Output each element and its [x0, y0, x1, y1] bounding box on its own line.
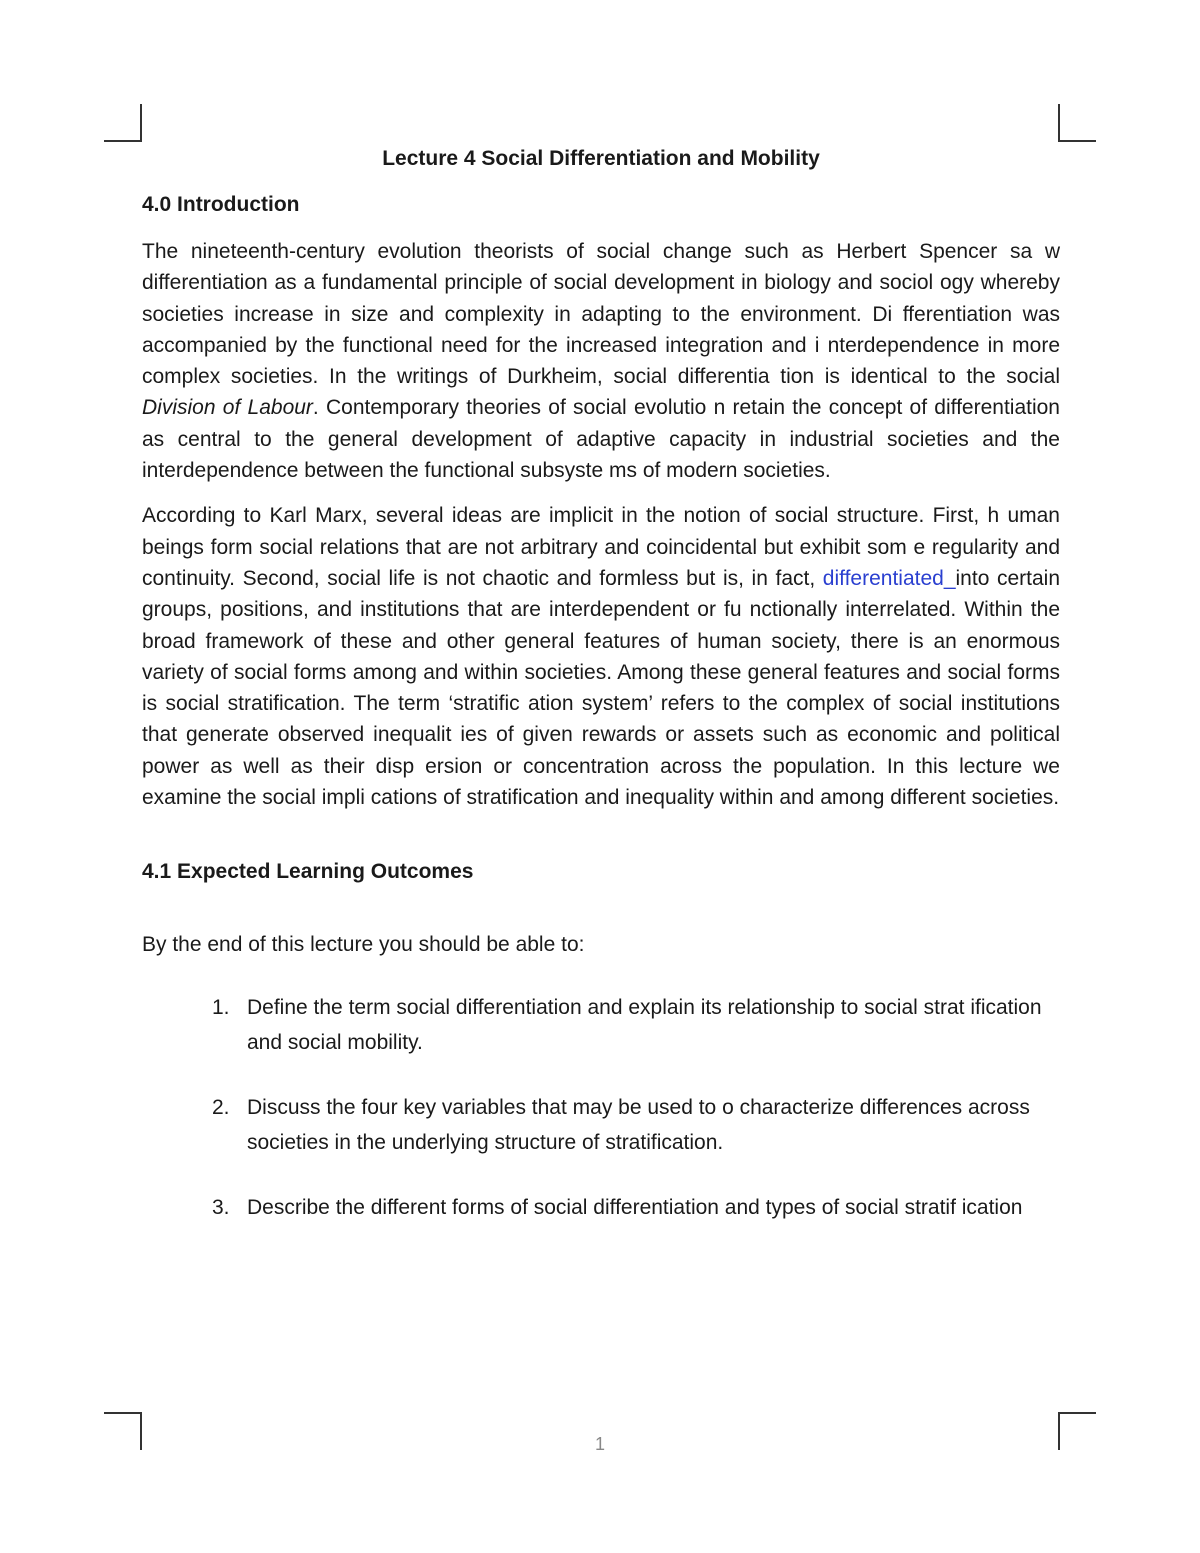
section-heading-learning-outcomes: 4.1 Expected Learning Outcomes: [142, 860, 474, 884]
list-item: [142, 1090, 1060, 1160]
list-item-number: 1.: [212, 996, 230, 1020]
page-number: 1: [594, 1434, 605, 1454]
differentiated-link-underscore: _: [943, 566, 956, 590]
section-heading-introduction: 4.0 Introduction: [142, 193, 300, 216]
list-item: [142, 990, 1060, 1060]
division-of-labour-term: Division of Labour: [142, 396, 313, 420]
learning-outcomes-list: [142, 990, 1060, 1225]
list-item-text: Discuss the four key variables that may be used to o characterize differences across societies in the underlying structure of stratification.: [247, 1096, 1030, 1155]
intro-p2-text-end: into certain groups, positions, and institutions that are interdependent or fu nctionally interrelated. Within the broad framework of these and other general features of human society, there is an enormous variety of social forms among and within societies. Among these general features and social forms is social stratification. The term ‘stratific ation system’ refers to the complex of social institutions that generate observed inequalit ies of given rewards or assets such as economic and political power as well as their disp ersion or concentration across the population. In this lecture we examine the social impli cations of stratification and inequality within and among different societies.: [142, 566, 1060, 810]
intro-paragraph-2: [142, 500, 1060, 813]
intro-p1-text-end: . Contemporary theories of social evolutio n retain the concept of differentiation as central to the general development of adaptive capacity in industrial societies and the interdependence between the functional subsyste ms of modern societies.: [142, 396, 1060, 483]
outcomes-lead-in: By the end of this lecture you should be able to:: [142, 933, 585, 957]
crop-mark-top-right: [1058, 104, 1096, 142]
differentiated-link[interactable]: differentiated: [822, 566, 944, 590]
list-item-number: 3.: [212, 1196, 230, 1220]
list-item-text: Define the term social differentiation and explain its relationship to social strat ification and social mobility.: [247, 996, 1042, 1055]
document-title: Lecture 4 Social Differentiation and Mobility: [382, 147, 820, 170]
crop-mark-top-left: [104, 104, 142, 142]
intro-p2-text-start: According to Karl Marx, several ideas are implicit in the notion of social structure. First, h uman beings form social relations that are not arbitrary and coincidental but exhibit som e regularity and continuity. Second, social life is not chaotic and formless but is, in fact,: [142, 504, 1060, 590]
list-item-number: 2.: [212, 1096, 230, 1120]
list-item-text: Describe the different forms of social differentiation and types of social stratif ication: [247, 1196, 1023, 1220]
document-body: [142, 140, 1060, 1255]
intro-paragraph-1: [142, 236, 1060, 486]
intro-p1-text-start: The nineteenth-century evolution theorists of social change such as Herbert Spencer sa w differentiation as a fundamental principle of social development in biology and sociol ogy whereby societies increase in size and complexity in adapting to the environment. Di fferentiation was accompanied by the functional need for the increased integration and i nterdependence in more complex societies. In the writings of Durkheim, social differentia tion is identical to the social: [142, 240, 1060, 389]
list-item: [142, 1190, 1060, 1225]
